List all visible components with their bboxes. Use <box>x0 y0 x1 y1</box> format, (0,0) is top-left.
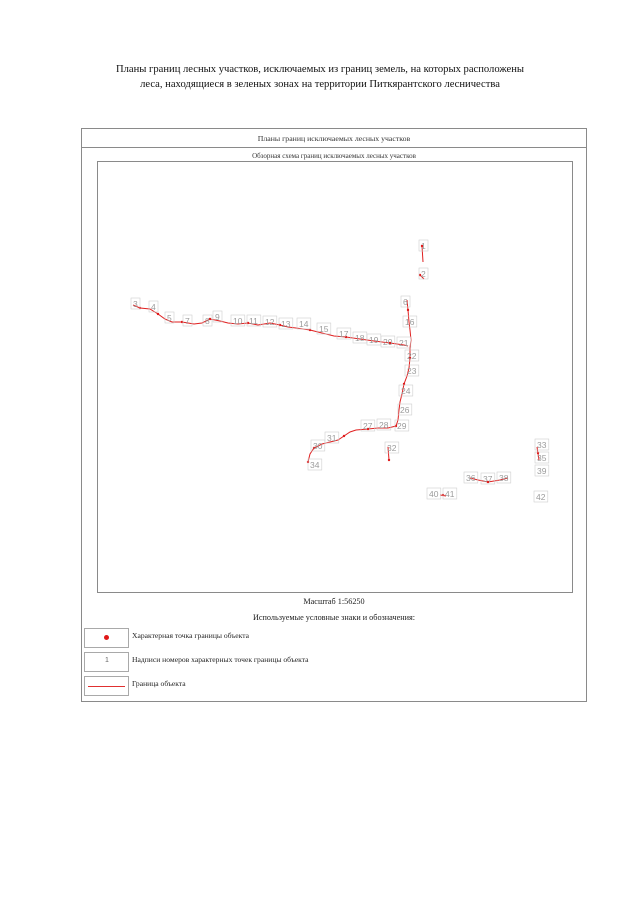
legend-label-point: Характерная точка границы объекта <box>132 631 250 640</box>
legend-label-number: Надписи номеров характерных точек границы объекта <box>132 655 309 664</box>
point-number-label: 27 <box>363 421 373 431</box>
boundary-point[interactable] <box>157 313 159 315</box>
point-number-label: 40 <box>429 489 439 499</box>
point-number-label: 9 <box>215 312 220 322</box>
point-number-label: 8 <box>205 316 210 326</box>
plan-frame <box>81 128 587 702</box>
point-number-label: 34 <box>310 460 320 470</box>
point-number-label: 12 <box>265 317 275 327</box>
legend-label-line: Граница объекта <box>132 679 186 688</box>
point-number-label: 7 <box>185 316 190 326</box>
map-scale: Масштаб 1:56250 <box>303 597 365 606</box>
red-line-icon <box>88 686 125 687</box>
legend-symbol-line <box>84 676 129 696</box>
point-number-label: 15 <box>319 324 329 334</box>
point-number-label: 38 <box>499 473 509 483</box>
legend-title: Используемые условные знаки и обозначения: <box>252 613 416 622</box>
point-number-label: 11 <box>249 316 258 326</box>
point-number-label: 21 <box>399 338 409 348</box>
point-number-label: 35 <box>537 453 547 463</box>
point-number-label: 32 <box>387 443 397 453</box>
frame-header: Планы границ исключаемых лесных участков <box>82 129 586 148</box>
point-number-label: 41 <box>445 489 455 499</box>
point-number-label: 2 <box>421 269 426 279</box>
point-number-label: 29 <box>397 421 407 431</box>
point-number-label: 42 <box>536 492 546 502</box>
point-number-label: 3 <box>133 299 138 309</box>
red-dot-icon <box>104 635 109 640</box>
point-number-label: 14 <box>299 319 309 329</box>
legend-symbol-number <box>84 652 129 672</box>
point-label-boxes <box>131 240 549 502</box>
point-number-label: 19 <box>369 335 379 345</box>
point-number-label: 36 <box>466 473 476 483</box>
boundary-point[interactable] <box>407 309 409 311</box>
point-number-label: 10 <box>233 316 243 326</box>
number-label-icon: 1 <box>105 657 109 664</box>
document-title-line-1: Планы границ лесных участков, исключаемых из границ земель, на которых расположены <box>115 64 525 75</box>
point-number-label: 13 <box>281 319 291 329</box>
point-number-label: 28 <box>379 420 389 430</box>
point-number-label: 24 <box>401 386 411 396</box>
boundary-lines <box>133 246 539 496</box>
legend-symbol-point <box>84 628 129 648</box>
scheme-title: Обзорная схема границ исключаемых лесных участков <box>252 152 416 160</box>
point-number-label: 6 <box>403 297 408 307</box>
point-number-label: 39 <box>537 466 547 476</box>
point-number-label: 5 <box>167 313 172 323</box>
point-number-label: 18 <box>355 333 365 343</box>
point-number-label: 31 <box>327 433 337 443</box>
point-number-label: 22 <box>407 351 417 361</box>
point-number-label: 26 <box>400 405 410 415</box>
document-title <box>60 62 580 92</box>
point-number-label: 30 <box>313 441 323 451</box>
document-title-line-2: леса, находящиеся в зеленых зонах на территории Питкярантского лесничества <box>140 79 500 90</box>
point-number-label: 37 <box>483 474 493 484</box>
point-number-label: 33 <box>537 440 547 450</box>
point-number-label: 4 <box>151 302 156 312</box>
boundary-points <box>139 245 539 496</box>
point-number-label: 16 <box>405 317 415 327</box>
point-number-label: 23 <box>407 366 417 376</box>
boundary-point[interactable] <box>343 435 345 437</box>
overview-map[interactable] <box>97 161 573 593</box>
point-number-label: 20 <box>383 337 393 347</box>
point-number-label: 1 <box>421 241 426 251</box>
point-number-label: 17 <box>339 329 349 339</box>
map-canvas <box>98 162 572 592</box>
boundary-point[interactable] <box>388 459 390 461</box>
